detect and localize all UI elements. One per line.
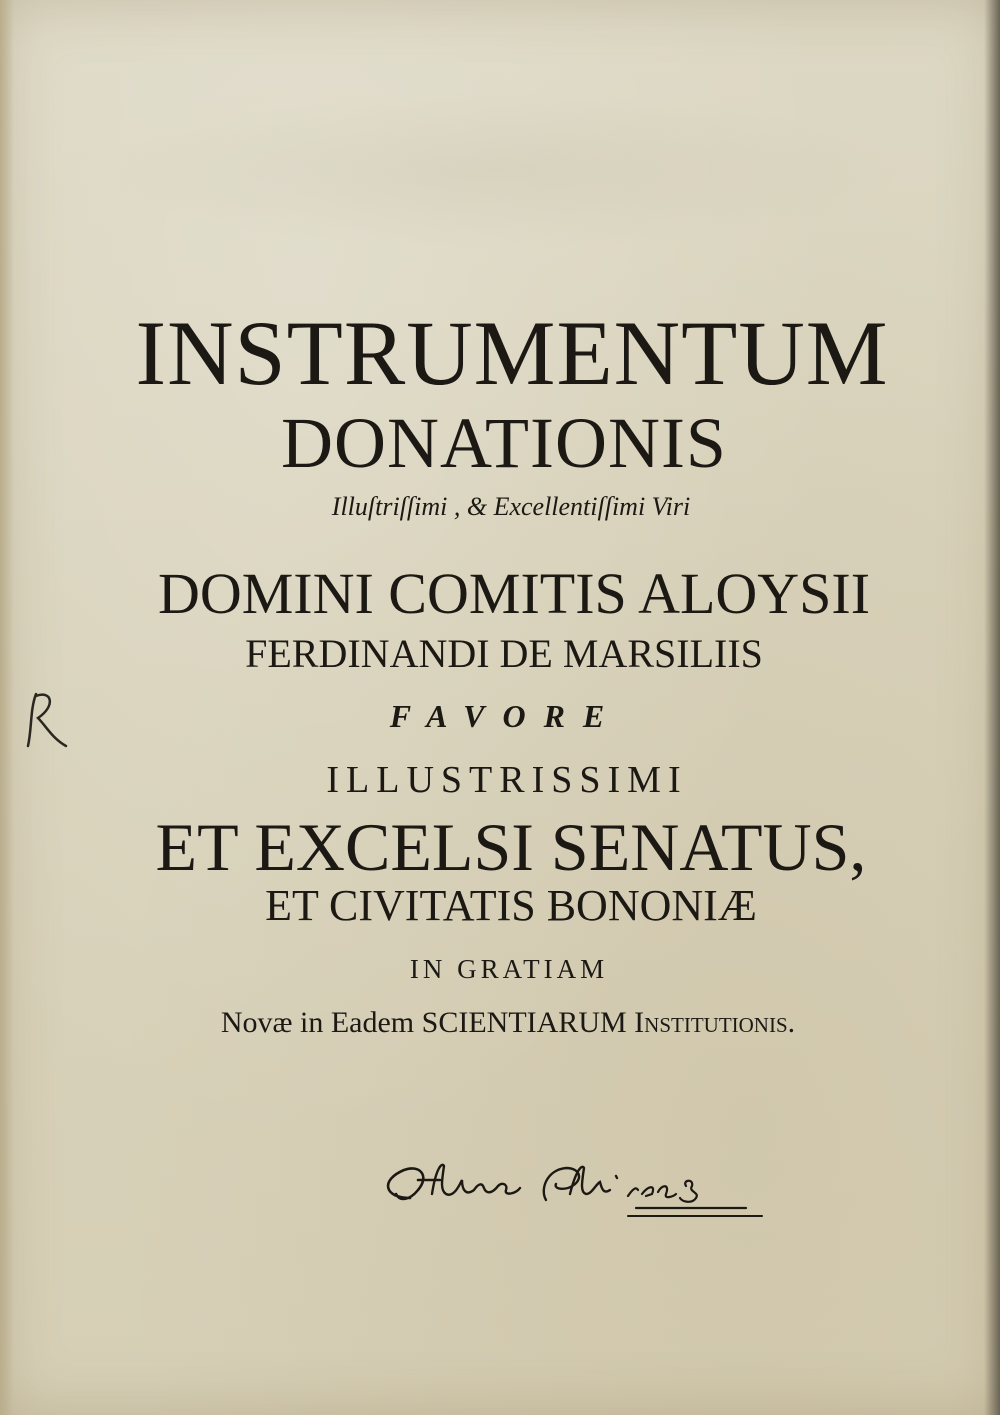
beneficiary-line-1: ILLUSTRISSIMI — [326, 759, 688, 801]
name-line-1: DOMINI COMITIS ALOYSII — [157, 561, 871, 626]
beneficiary-line-3: ET CIVITATIS BONONIÆ — [265, 881, 757, 930]
purpose-line-2-end: . — [787, 1006, 796, 1039]
handwritten-signature — [370, 1150, 770, 1230]
title-line-2: DONATIONIS — [281, 403, 727, 483]
purpose-line-2 — [0, 1006, 1000, 1040]
bleed-through-shadow — [90, 90, 910, 250]
purpose-line-1: IN GRATIAM — [409, 954, 609, 984]
beneficiary-line-2: ET EXCELSI SENATUS, — [155, 809, 867, 885]
handwritten-margin-mark — [22, 688, 72, 752]
purpose-line-2-part-c: Institutionis — [634, 1006, 788, 1039]
favore-heading: FAVORE — [389, 698, 623, 734]
purpose-line-2-part-a: Novæ in Eadem — [220, 1006, 422, 1039]
title-line-1: INSTRUMENTUM — [135, 302, 889, 404]
subtitle: Illuſtriſſimi , & Excellentiſſimi Viri — [331, 492, 691, 521]
purpose-line-2-part-b: SCIENTIARUM — [421, 1006, 635, 1039]
name-line-2: FERDINANDI DE MARSILIIS — [245, 631, 763, 676]
